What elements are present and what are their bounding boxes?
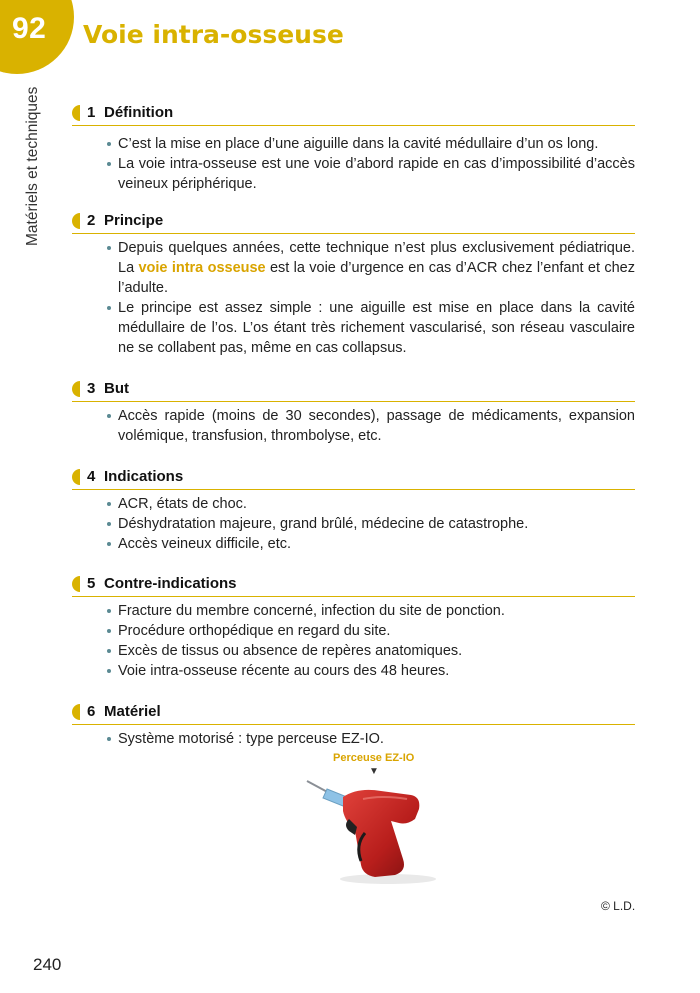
- list-item: Accès veineux difficile, etc.: [118, 534, 635, 554]
- arrow-down-icon: ▼: [369, 766, 379, 777]
- section-number: 1: [87, 104, 96, 121]
- section-contre-indications: [72, 574, 635, 681]
- section-marker-icon: [72, 704, 80, 720]
- section-materiel: [72, 702, 635, 749]
- list-item: Système motorisé : type perceuse EZ-IO.: [118, 729, 635, 749]
- section-list: [72, 238, 635, 358]
- section-marker-icon: [72, 213, 80, 229]
- section-header: [72, 103, 635, 126]
- section-list: [72, 134, 635, 194]
- list-item: Fracture du membre concerné, infection du site de ponction.: [118, 601, 635, 621]
- image-credit: © L.D.: [601, 899, 636, 913]
- section-number: 4: [87, 468, 96, 485]
- list-item: Excès de tissus ou absence de repères anatomiques.: [118, 641, 635, 661]
- section-marker-icon: [72, 469, 80, 485]
- section-list: [72, 729, 635, 749]
- page-title: Voie intra-osseuse: [83, 20, 344, 49]
- section-title: Contre-indications: [104, 575, 237, 592]
- list-item: C’est la mise en place d’une aiguille dans la cavité médullaire d’un os long.: [118, 134, 635, 154]
- section-but: [72, 379, 635, 446]
- list-item: Accès rapide (moins de 30 secondes), passage de médicaments, expansion volémique, transfusion, thrombolyse, etc.: [118, 408, 635, 444]
- text-run: Depuis quelques années, cette technique n’est plus exclusivement pédiatrique. La: [118, 240, 635, 276]
- list-item: La voie intra-osseuse est une voie d’abord rapide en cas d’impossibilité d’accès veineux périphérique.: [118, 156, 635, 192]
- section-list: [72, 406, 635, 446]
- list-item: Procédure orthopédique en regard du site.: [118, 621, 635, 641]
- section-definition: [72, 103, 635, 194]
- section-header: [72, 211, 635, 234]
- list-item: Déshydratation majeure, grand brûlé, médecine de catastrophe.: [118, 514, 635, 534]
- side-label: Matériels et techniques: [24, 86, 41, 246]
- list-item: ACR, états de choc.: [118, 494, 635, 514]
- section-title: But: [104, 380, 129, 397]
- list-item: Le principe est assez simple : une aiguille est mise en place dans la cavité médullaire de l’os. L’os étant très richement vascularisé, son réseau vasculaire ne se collabent pas, même en cas collapsus.: [118, 300, 635, 356]
- section-title: Définition: [104, 104, 174, 121]
- section-number: 2: [87, 212, 96, 229]
- highlighted-term: voie intra osseuse: [138, 260, 266, 276]
- figure-caption: Perceuse EZ-IO: [333, 752, 415, 764]
- section-title: Principe: [104, 212, 164, 229]
- section-number: 6: [87, 703, 96, 720]
- section-number: 3: [87, 380, 96, 397]
- section-title: Matériel: [104, 703, 161, 720]
- section-header: [72, 379, 635, 402]
- section-marker-icon: [72, 576, 80, 592]
- section-marker-icon: [72, 105, 80, 121]
- section-principe: [72, 211, 635, 358]
- section-header: [72, 574, 635, 597]
- section-header: [72, 702, 635, 725]
- page-number: 240: [33, 955, 62, 974]
- text-run: est la voie d’urgence en cas d’ACR chez l’enfant et chez l’adulte.: [118, 260, 635, 296]
- section-title: Indications: [104, 468, 184, 485]
- section-number: 5: [87, 575, 96, 592]
- section-header: [72, 467, 635, 490]
- section-marker-icon: [72, 381, 80, 397]
- section-list: [72, 601, 635, 681]
- section-indications: [72, 467, 635, 554]
- section-list: [72, 494, 635, 554]
- chapter-number: 92: [12, 12, 47, 45]
- list-item: [118, 238, 635, 298]
- list-item: Voie intra-osseuse récente au cours des 48 heures.: [118, 661, 635, 681]
- ez-io-drill-image: [303, 775, 453, 887]
